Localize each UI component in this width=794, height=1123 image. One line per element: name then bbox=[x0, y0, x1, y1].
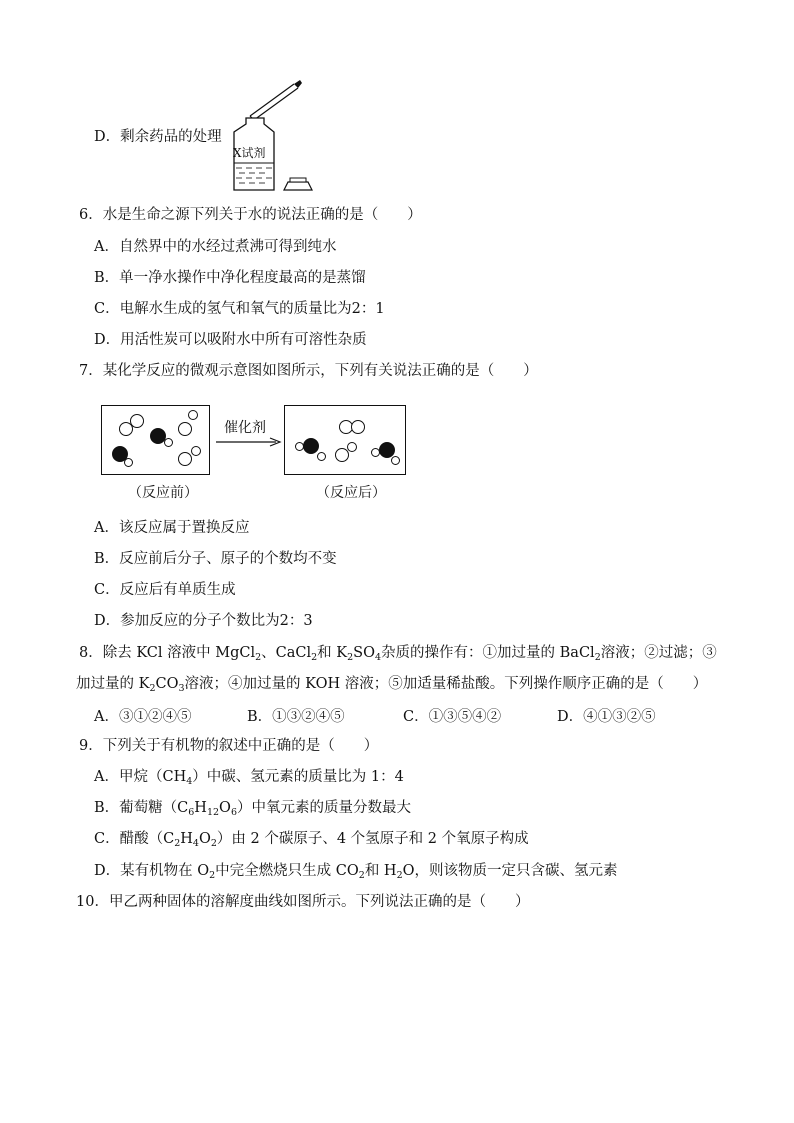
q7-option-a: A．该反应属于置换反应 bbox=[94, 520, 250, 536]
stopper-icon bbox=[284, 178, 312, 190]
q8-stem-line1: 8．除去 KCl 溶液中 MgCl$_2$、CaCl$_2$和 $K_2SO_4$杂质的操作有：①加过量的 BaCl$_2$溶液；②过滤；③ bbox=[79, 645, 717, 663]
reagent-bottle-figure bbox=[226, 76, 316, 194]
q8-choice-b: B．①③②④⑤ bbox=[247, 709, 345, 725]
q10-stem: 10．甲乙两种固体的溶解度曲线如图所示。下列说法正确的是（ ） bbox=[76, 894, 530, 910]
atom-white bbox=[351, 420, 365, 434]
q9-option-d: D．某有机物在 $O_2$中完全燃烧只生成 $CO_2$和 $H_2O$，则该物质一定只含碳、氢元素 bbox=[94, 863, 618, 881]
q6-option-a: A．自然界中的水经过煮沸可得到纯水 bbox=[94, 239, 337, 255]
atom-white bbox=[188, 410, 198, 420]
q7-option-d: D．参加反应的分子个数比为2：3 bbox=[94, 613, 313, 629]
atom-white bbox=[164, 438, 173, 447]
dropper-icon bbox=[250, 80, 302, 120]
atom-white bbox=[317, 452, 326, 461]
after-reaction-box bbox=[284, 405, 406, 475]
atom-white bbox=[191, 446, 201, 456]
atom-white bbox=[178, 452, 192, 466]
q8-choice-d: D．④①③②⑤ bbox=[557, 709, 656, 725]
q9-option-b: B．葡萄糖$(C_6H_{12}O_6)$中氧元素的质量分数最大 bbox=[94, 800, 411, 818]
reaction-arrow-icon bbox=[214, 436, 282, 448]
q8-stem-line2: 加过量的 $K_2CO_3$溶液；④加过量的 KOH 溶液；⑤加适量稀盐酸。下列操作顺序正确的是（ ） bbox=[76, 676, 708, 694]
bottle-label: X试剂 bbox=[233, 146, 266, 160]
after-caption: （反应后） bbox=[316, 485, 386, 501]
q6-option-d: D．用活性炭可以吸附水中所有可溶性杂质 bbox=[94, 332, 367, 348]
q7-option-b: B．反应前后分子、原子的个数均不变 bbox=[94, 551, 337, 567]
atom-white bbox=[124, 458, 133, 467]
atom-white bbox=[178, 422, 192, 436]
q6-option-b: B．单一净水操作中净化程度最高的是蒸馏 bbox=[94, 270, 366, 286]
q5-option-d: D．剩余药品的处理 bbox=[94, 129, 222, 145]
atom-white bbox=[391, 456, 400, 465]
atom-white bbox=[130, 414, 144, 428]
q9-option-a: A．甲烷$(CH_4)$中碳、氢元素的质量比为 1：4 bbox=[94, 769, 404, 787]
atom-white bbox=[335, 448, 349, 462]
q7-option-c: C．反应后有单质生成 bbox=[94, 582, 236, 598]
q7-stem: 7．某化学反应的微观示意图如图所示，下列有关说法正确的是（ ） bbox=[79, 363, 538, 379]
atom-black bbox=[303, 438, 319, 454]
q9-option-c: C．醋酸$(C_2H_4O_2)$由 2 个碳原子、4 个氢原子和 2 个氧原子构成 bbox=[94, 831, 529, 849]
q8-choice-a: A．③①②④⑤ bbox=[94, 709, 192, 725]
before-caption: （反应前） bbox=[128, 485, 198, 501]
q8-choice-c: C．①③⑤④② bbox=[403, 709, 502, 725]
arrow-label: 催化剂 bbox=[224, 420, 266, 436]
q6-stem: 6．水是生命之源下列关于水的说法正确的是（ ） bbox=[79, 207, 422, 223]
q9-stem: 9．下列关于有机物的叙述中正确的是（ ） bbox=[79, 738, 379, 754]
atom-white bbox=[347, 442, 357, 452]
before-reaction-box bbox=[101, 405, 210, 475]
q6-option-c: C．电解水生成的氢气和氧气的质量比为2：1 bbox=[94, 301, 385, 317]
